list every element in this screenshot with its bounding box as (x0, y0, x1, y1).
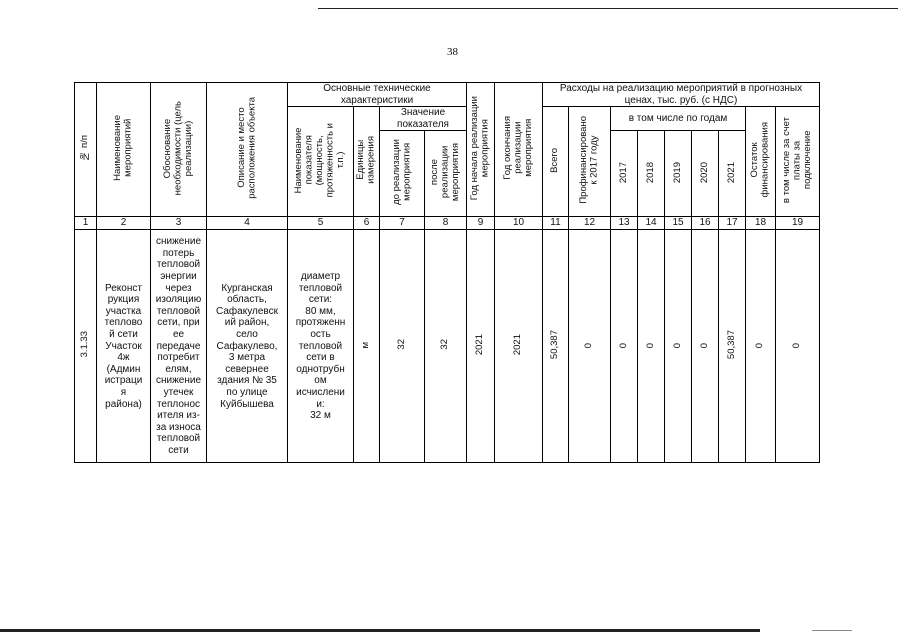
header-unit: Единицы измерения (354, 107, 380, 217)
row-2017: 0 (611, 230, 638, 463)
col-number: 15 (665, 217, 692, 230)
row-indicator: диаметр тепловой сети: 80 мм, протяженн ость тепловой сети в однотрубн ом исчислени и: 32 м (288, 230, 354, 463)
row-num: 3.1.33 (75, 230, 97, 463)
col-number: 3 (151, 217, 207, 230)
header-name: Наименование мероприятий (97, 83, 151, 217)
col-number: 8 (425, 217, 467, 230)
header-location: Описание и место расположения объекта (207, 83, 288, 217)
header-after: после реализации мероприятия (425, 131, 467, 217)
header-remaining: Остаток финансирования (746, 107, 776, 217)
row-end-year: 2021 (495, 230, 543, 463)
row-2018: 0 (638, 230, 665, 463)
row-name: Реконст рукция участка теплово й сети Участок 4ж (Админ истраци я района) (97, 230, 151, 463)
row-unit: м (354, 230, 380, 463)
header-2019: 2019 (665, 131, 692, 217)
top-rule (318, 8, 898, 9)
row-before: 32 (380, 230, 425, 463)
row-2021: 50,387 (719, 230, 746, 463)
row-total: 50,387 (543, 230, 569, 463)
row-justification: снижение потерь тепловой энергии через изоляцию тепловой сети, при ее передаче потребит елям, снижение утечек теплонос ителя из- за износа тепловой сети (151, 230, 207, 463)
row-after: 32 (425, 230, 467, 463)
col-number: 18 (746, 217, 776, 230)
header-2020: 2020 (692, 131, 719, 217)
column-number-row (75, 217, 820, 230)
header-end-year: Год окончания реализации мероприятия (495, 83, 543, 217)
row-remaining: 0 (746, 230, 776, 463)
col-number: 9 (467, 217, 495, 230)
col-number: 16 (692, 217, 719, 230)
col-number: 5 (288, 217, 354, 230)
table-row (75, 230, 820, 463)
measures-table (74, 82, 820, 463)
header-2018: 2018 (638, 131, 665, 217)
col-number: 17 (719, 217, 746, 230)
col-number: 10 (495, 217, 543, 230)
header-value-group: Значение показателя (380, 107, 467, 131)
row-start-year: 2021 (467, 230, 495, 463)
header-before: до реализации мероприятия (380, 131, 425, 217)
header-total: Всего (543, 107, 569, 217)
header-justification: Обоснование необходимости (цель реализации) (151, 83, 207, 217)
col-number: 19 (776, 217, 820, 230)
col-number: 14 (638, 217, 665, 230)
row-connection: 0 (776, 230, 820, 463)
header-2021: 2021 (719, 131, 746, 217)
page-number: 38 (447, 46, 458, 58)
header-indicator: Наименование показателя (мощность, протяженность и т.п.) (288, 107, 354, 217)
header-expenses-group: Расходы на реализацию мероприятий в прогнозных ценах, тыс. руб. (с НДС) (543, 83, 820, 107)
row-financed: 0 (569, 230, 611, 463)
bottom-rule (0, 629, 760, 632)
row-location: Курганская область, Сафакулевск ий район, село Сафакулево, 3 метра севернее здания № 35 по улице Куйбышева (207, 230, 288, 463)
row-2020: 0 (692, 230, 719, 463)
col-number: 1 (75, 217, 97, 230)
col-number: 6 (354, 217, 380, 230)
col-number: 11 (543, 217, 569, 230)
row-2019: 0 (665, 230, 692, 463)
col-number: 4 (207, 217, 288, 230)
header-financed: Профинансировано к 2017 году (569, 107, 611, 217)
col-number: 13 (611, 217, 638, 230)
header-2017: 2017 (611, 131, 638, 217)
header-connection: в том числе за счет платы за подключение (776, 107, 820, 217)
col-number: 2 (97, 217, 151, 230)
bottom-rule-right (812, 630, 852, 631)
header-tech-group: Основные технические характеристики (288, 83, 467, 107)
header-num: № п/п (75, 83, 97, 217)
col-number: 12 (569, 217, 611, 230)
header-start-year: Год начала реализации мероприятия (467, 83, 495, 217)
col-number: 7 (380, 217, 425, 230)
header-years-group: в том числе по годам (611, 107, 746, 131)
